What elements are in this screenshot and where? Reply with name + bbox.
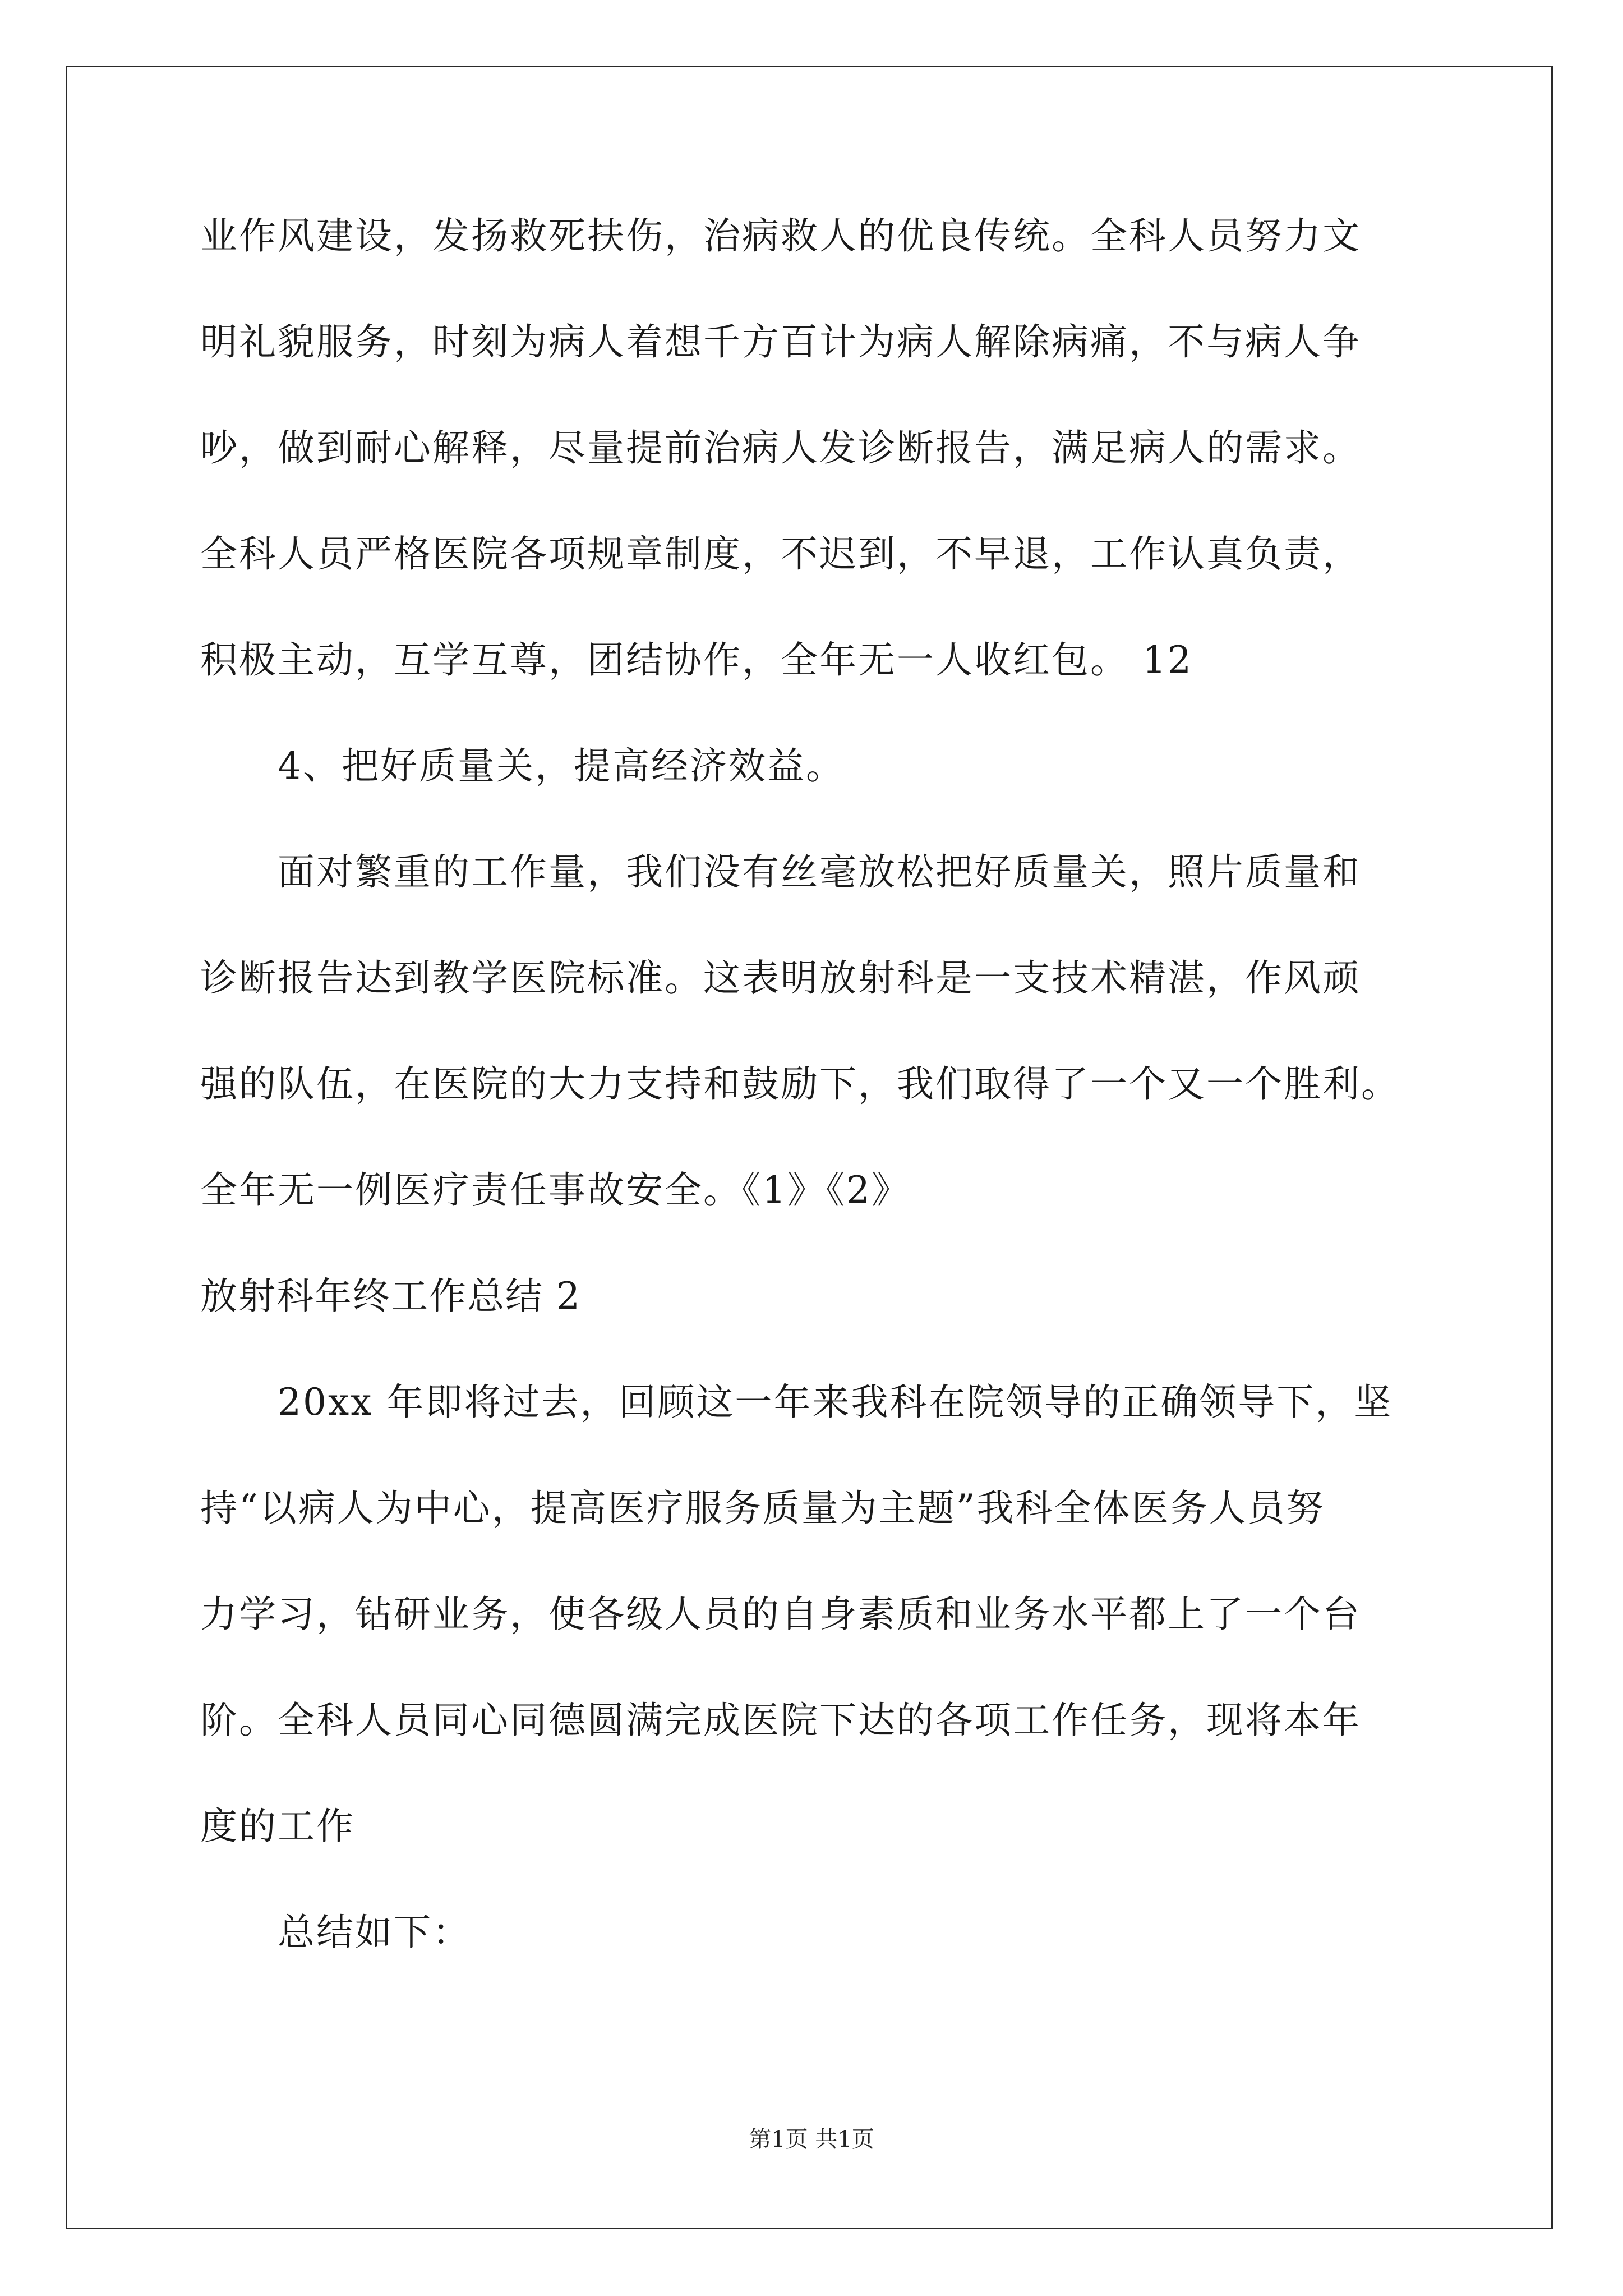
text-line: 全科人员严格医院各项规章制度，不迟到，不早退，工作认真负责， xyxy=(200,532,1361,576)
text-line: 度的工作 xyxy=(200,1805,355,1848)
document-body xyxy=(200,216,1490,2018)
paragraph-start: 面对繁重的工作量，我们没有丝毫放松把好质量关，照片质量和 xyxy=(278,850,1361,894)
paragraph-start: 总结如下： xyxy=(278,1911,471,1954)
text-line: 吵，做到耐心解释，尽量提前治病人发诊断报告，满足病人的需求。 xyxy=(200,426,1361,470)
text-line: 积极主动，互学互尊，团结协作，全年无一人收红包。 12 xyxy=(200,638,1193,682)
text-line: 诊断报告达到教学医院标准。这表明放射科是一支技术精湛，作风顽 xyxy=(200,956,1361,1000)
text-line: 强的队伍，在医院的大力支持和鼓励下，我们取得了一个又一个胜利。 xyxy=(200,1062,1400,1106)
text-line: 明礼貌服务，时刻为病人着想千方百计为病人解除病痛，不与病人争 xyxy=(200,320,1361,364)
section-item: 4、把好质量关，提高经济效益。 xyxy=(278,744,845,788)
text-line: 力学习，钻研业务，使各级人员的自身素质和业务水平都上了一个台 xyxy=(200,1593,1361,1636)
section-heading: 放射科年终工作总结 2 xyxy=(200,1274,581,1318)
text-line: 业作风建设，发扬救死扶伤，治病救人的优良传统。全科人员努力文 xyxy=(200,214,1361,257)
text-line: 持“以病人为中心，提高医疗服务质量为主题”我科全体医务人员努 xyxy=(200,1487,1325,1530)
text-line: 阶。全科人员同心同德圆满完成医院下达的各项工作任务，现将本年 xyxy=(200,1699,1361,1742)
paragraph-start: 20xx 年即将过去，回顾这一年来我科在院领导的正确领导下，坚 xyxy=(278,1381,1393,1424)
page-footer: 第1页 共1页 xyxy=(749,2127,874,2152)
text-line: 全年无一例医疗责任事故安全。《1》《2》 xyxy=(200,1168,910,1212)
